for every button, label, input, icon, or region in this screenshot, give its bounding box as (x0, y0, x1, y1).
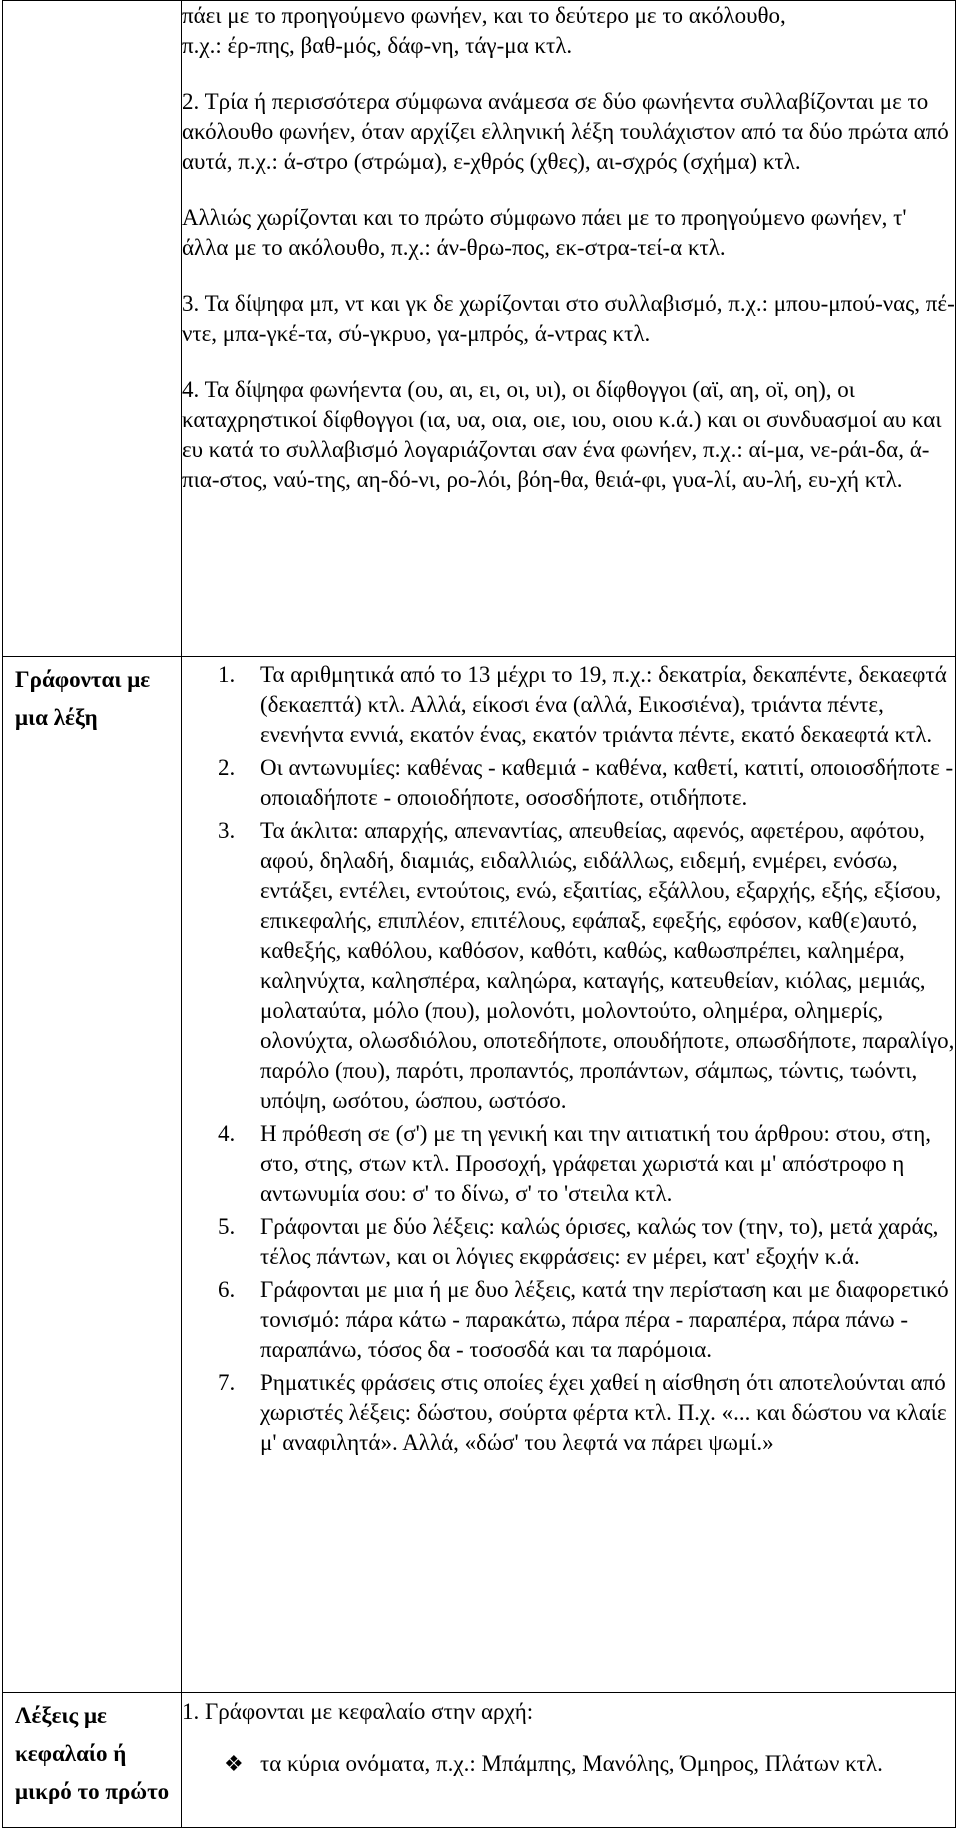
list-item-text: Τα αριθμητικά από το 13 μέχρι το 19, π.χ.: δεκατρία, δεκαπέντε, δεκαεφτά (δεκαεπτά) κτλ. Αλλά, είκοσι ένα (αλλά, Εικοσιένα), τριάντα πέντε, ενενήντα εννιά, εκατόν ένας, εκατόν τριάντα πέντε, εκατό δεκαεφτά κτλ. (260, 662, 947, 747)
list-item-text: Η πρόθεση σε (σ') με τη γενική και την αιτιατική του άρθρου: στου, στη, στο, στης, στων κτλ. Προσοχή, γράφεται χωριστά και μ' απόστροφο η αντωνυμία σου: σ' το δίνω, σ' το 'στειλα κτλ. (260, 1121, 932, 1206)
list-item-text: Τα άκλιτα: απαρχής, απεναντίας, απευθείας, αφενός, αφετέρου, αφότου, αφού, δηλαδή, διαμιάς, ειδαλλιώς, ειδάλλως, ειδεμή, ενμέρει, ενόσω, εντάξει, εντέλει, εντούτοις, ενώ, εξαιτίας, εξάλλου, εξαρχής, εξής, εξίσου, επικεφαλής, επιπλέον, επιτέλους, εφάπαξ, εφεξής, εφόσον, καθ(ε)αυτό, καθεξής, καθόλου, καθόσον, καθότι, καθώς, καθωσπρέπει, καλημέρα, καληνύχτα, καλησπέρα, καληώρα, καταγής, κατευθείαν, κιόλας, μεμιάς, μολαταύτα, μόλο (που), μολονότι, μολοντούτο, ολημέρα, ολημερίς, ολονύχτα, ολωσδιόλου, οποτεδήποτε, οπουδήποτε, οπωσδήποτε, παραλίγο, παρόλο (που), παρότι, προπαντός, προπάντων, σάμπως, τώντις, τωόντι, υπόψη, ωσότου, ώσπου, ωστόσο. (260, 818, 955, 1113)
list-item-number: 1. (218, 662, 236, 687)
list-item (182, 660, 955, 750)
row-label (3, 1, 181, 5)
table-row (3, 1693, 956, 1828)
list-item-number: 3. (218, 818, 236, 843)
row-label-one-word: Γράφονται με μια λέξη (15, 667, 151, 730)
list-item (182, 1119, 955, 1209)
table-row (3, 657, 956, 1693)
row-label-cell (3, 657, 182, 1693)
capital-rules-cell (182, 1693, 956, 1828)
list-item-text: Οι αντωνυμίες: καθένας - καθεμιά - καθένα, καθετί, κατιτί, οποιοσδήποτε - οποιαδήποτε - οποιοδήποτε, οσοσδήποτε, οτιδήποτε. (260, 755, 954, 810)
table-row (3, 1, 956, 657)
row-label-cell (3, 1, 182, 657)
intro-line-2: π.χ.: έρ-πης, βαθ-μός, δάφ-νη, τάγ-μα κτλ. (182, 33, 573, 58)
rule-4-text: 4. Τα δίψηφα φωνήεντα (ου, αι, ει, οι, υι), οι δίφθογγοι (αϊ, αη, οϊ, οη), οι καταχρηστικοί δίφθογγοι (ια, υα, οια, οιε, ιου, οιου κ.ά.) και οι συνδυασμοί αυ και ευ κατά το συλλαβισμό λογαριάζονται σαν ένα φωνήεν, π.χ.: αί-μα, νε-ράι-δα, ά-πια-στος, ναύ-της, αη-δό-νι, ρο-λόι, βόη-θα, θειά-φι, γυα-λί, αυ-λή, ευ-χή κτλ. (182, 377, 942, 492)
diamond-bullet-icon: ❖ (224, 1751, 244, 1776)
list-item-number: 6. (218, 1277, 236, 1302)
list-item (182, 816, 955, 1116)
bullet-text: τα κύρια ονόματα, π.χ.: Μπάμπης, Μανόλης, Όμηρος, Πλάτων κτλ. (260, 1751, 883, 1776)
intro-line-1: πάει με το προηγούμενο φωνήεν, και το δεύτερο με το ακόλουθο, (182, 3, 786, 28)
row-label-cell (3, 1693, 182, 1828)
list-item (182, 1368, 955, 1458)
list-item-number: 2. (218, 755, 236, 780)
list-item (182, 1212, 955, 1272)
row-label-capital: Λέξεις με κεφαλαίο ή μικρό το πρώτο (15, 1703, 170, 1804)
list-item-number: 5. (218, 1214, 236, 1239)
list-item-text: Γράφονται με μια ή με δυο λέξεις, κατά την περίσταση και με διαφορετικό τονισμό: πάρα κάτω - παρακάτω, πάρα πέρα - παραπέρα, πάρα πάνω - παραπάνω, τόσος δα - τοσοσδά και τα παρόμοια. (260, 1277, 949, 1362)
rule-2-text: 2. Τρία ή περισσότερα σύμφωνα ανάμεσα σε δύο φωνήεντα συλλαβίζονται με το ακόλουθο φωνήεν, όταν αρχίζει ελληνική λέξη τουλάχιστον από τα δύο πρώτα από αυτά, π.χ.: ά-στρο (στρώμα), ε-χθρός (χθες), αι-σχρός (σχήμα) κτλ. (182, 89, 949, 174)
list-item-text: Γράφονται με δύο λέξεις: καλώς όρισες, καλώς τον (την, το), μετά χαράς, τέλος πάντων, και οι λόγιες εκφράσεις: εν μέρει, κατ' εξοχήν κ.ά. (260, 1214, 939, 1269)
list-item-number: 4. (218, 1121, 236, 1146)
one-word-rules-cell (182, 657, 956, 1693)
rule-3-text: 3. Τα δίψηφα μπ, ντ και γκ δε χωρίζονται στο συλλαβισμό, π.χ.: μπου-μπού-νας, πέ-ντε, μπα-γκέ-τα, σύ-γκρυο, γα-μπρός, ά-ντρας κτλ. (182, 291, 955, 346)
list-item (182, 1749, 955, 1779)
list-item (182, 1275, 955, 1365)
list-item-text: Ρηματικές φράσεις στις οποίες έχει χαθεί η αίσθηση ότι αποτελούνται από χωριστές λέξεις: δώστου, σούρτα φέρτα κτλ. Π.χ. «... και δώστου να κλαίε μ' αναφιλητά». Αλλά, «δώσ' του λεφτά να πάρει ψωμί.» (260, 1370, 947, 1455)
one-word-rules-list (182, 660, 955, 1458)
list-item-number: 7. (218, 1370, 236, 1395)
capital-heading: 1. Γράφονται με κεφαλαίο στην αρχή: (182, 1699, 534, 1724)
rules-table (2, 0, 956, 1828)
rule-2-else-text: Αλλιώς χωρίζονται και το πρώτο σύμφωνο πάει με το προηγούμενο φωνήεν, τ' άλλα με το ακόλουθο, π.χ.: άν-θρω-πος, εκ-στρα-τεί-α κτλ. (182, 205, 907, 260)
list-item (182, 753, 955, 813)
syllabification-cell (182, 1, 956, 657)
